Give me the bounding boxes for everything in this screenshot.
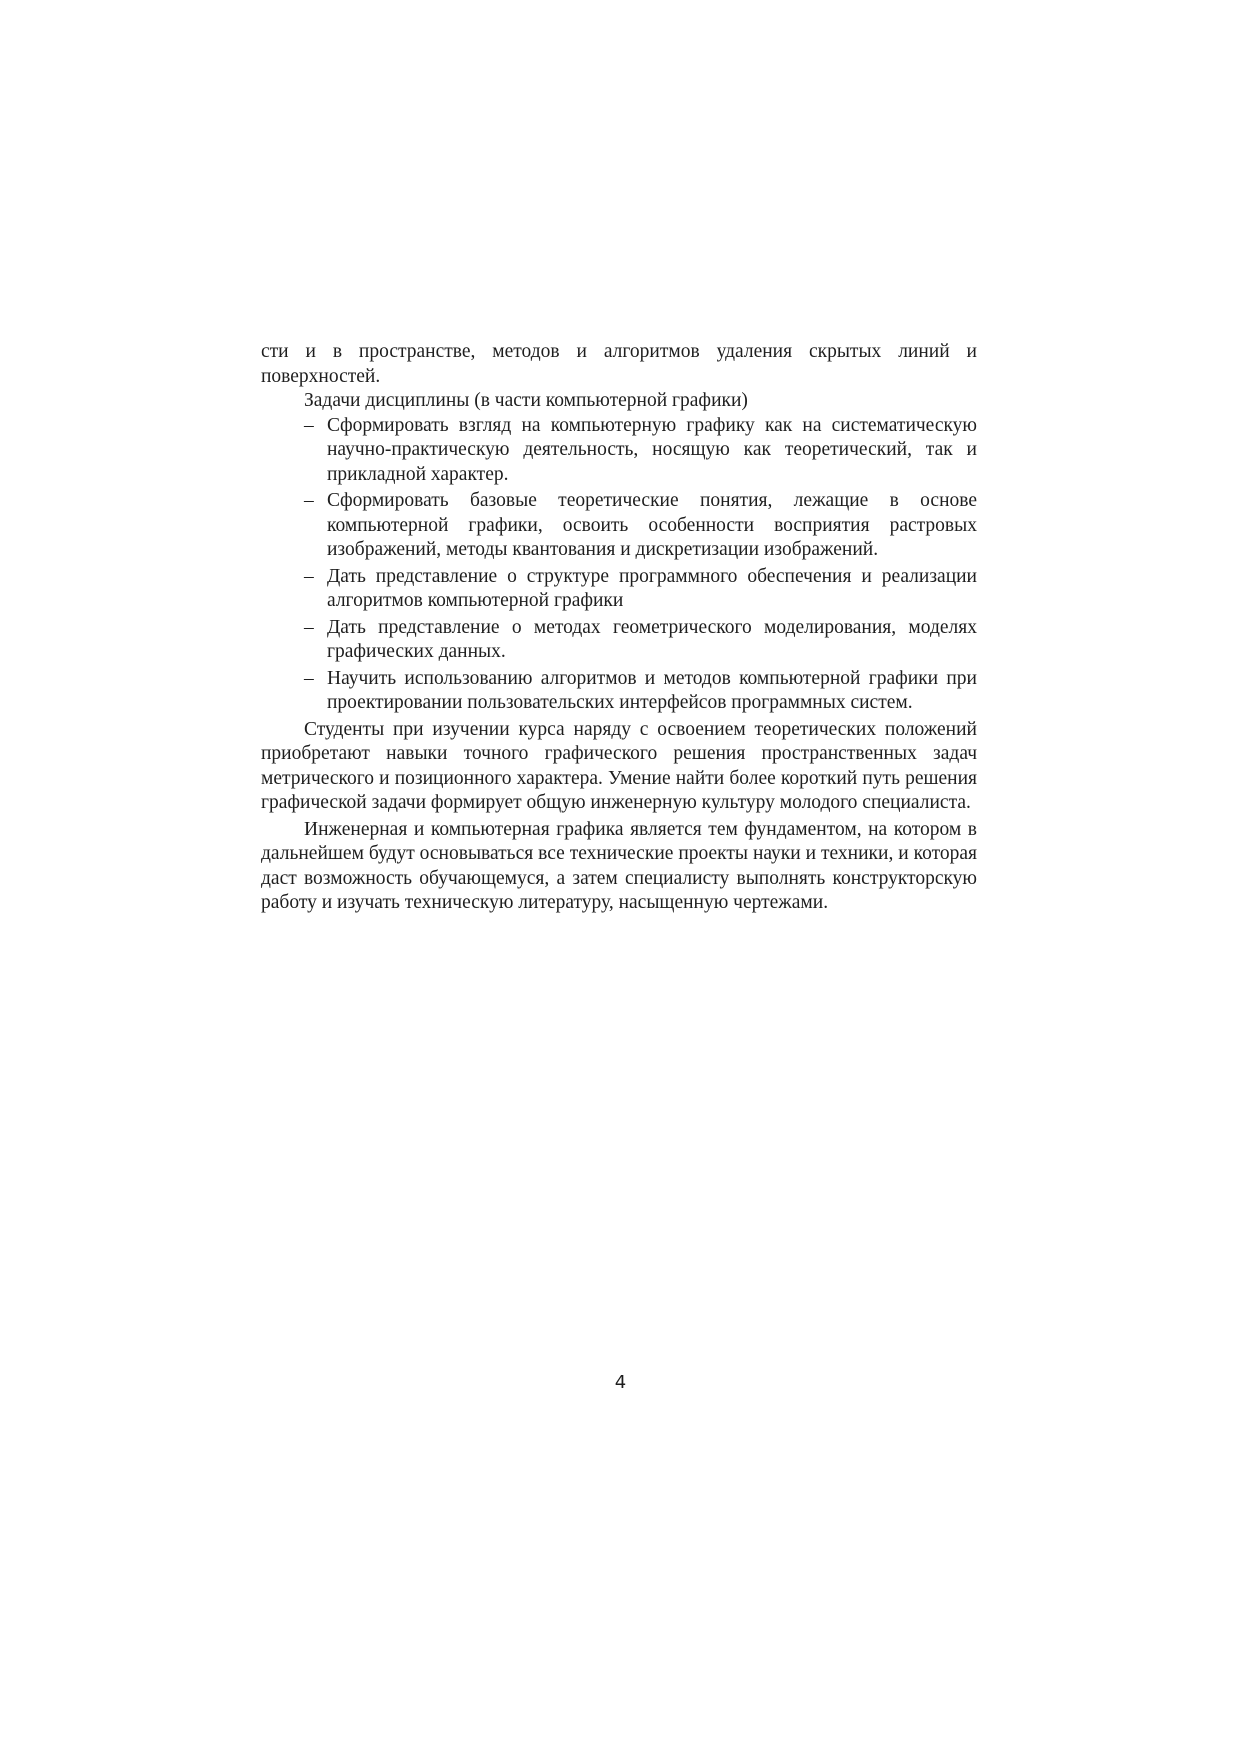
students-paragraph: Студенты при изучении курса наряду с освоением теоретических положений приобретают навыки точного графического решения пространственных задач метрического и позиционного характера. Умение найти более короткий путь решения графической задачи формирует общую инженерную культуру молодого специалиста. [261, 718, 977, 813]
list-item-text: Сформировать базовые теоретические понятия, лежащие в основе компьютерной графики, освоить особенности восприятия растровых изображений, методы квантования и дискретизации изображений. [327, 490, 977, 560]
list-item [304, 414, 977, 488]
tasks-heading: Задачи дисциплины (в части компьютерной графики) [304, 390, 748, 411]
list-item [304, 565, 977, 614]
list-item [304, 667, 977, 716]
body-text [261, 340, 977, 916]
tasks-list [304, 414, 977, 716]
list-item-text: Научить использованию алгоритмов и методов компьютерной графики при проектировании пользовательских интерфейсов программных систем. [327, 667, 977, 713]
list-marker: – [304, 616, 314, 638]
list-item-text: Дать представление о структуре программного обеспечения и реализации алгоритмов компьютерной графики [327, 565, 977, 611]
page-number: 4 [614, 1372, 627, 1393]
list-marker: – [304, 565, 314, 587]
foundation-paragraph: Инженерная и компьютерная графика является тем фундаментом, на котором в дальнейшем будут основываться все технические проекты науки и техники, и которая даст возможность обучающемуся, а затем специалисту выполнять конструкторскую работу и изучать техническую литературу, насыщенную чертежами. [261, 818, 977, 913]
list-item [304, 616, 977, 665]
list-item [304, 489, 977, 563]
list-marker: – [304, 667, 314, 689]
list-item-text: Сформировать взгляд на компьютерную графику как на систематическую научно-практическую деятельность, носящую как теоретический, так и прикладной характер. [327, 414, 977, 485]
continued-paragraph: сти и в пространстве, методов и алгоритмов удаления скрытых линий и поверхностей. [261, 341, 977, 387]
list-item-text: Дать представление о методах геометрического моделирования, моделях графических данных. [327, 616, 977, 662]
list-marker: – [304, 490, 314, 511]
list-marker: – [304, 414, 314, 436]
